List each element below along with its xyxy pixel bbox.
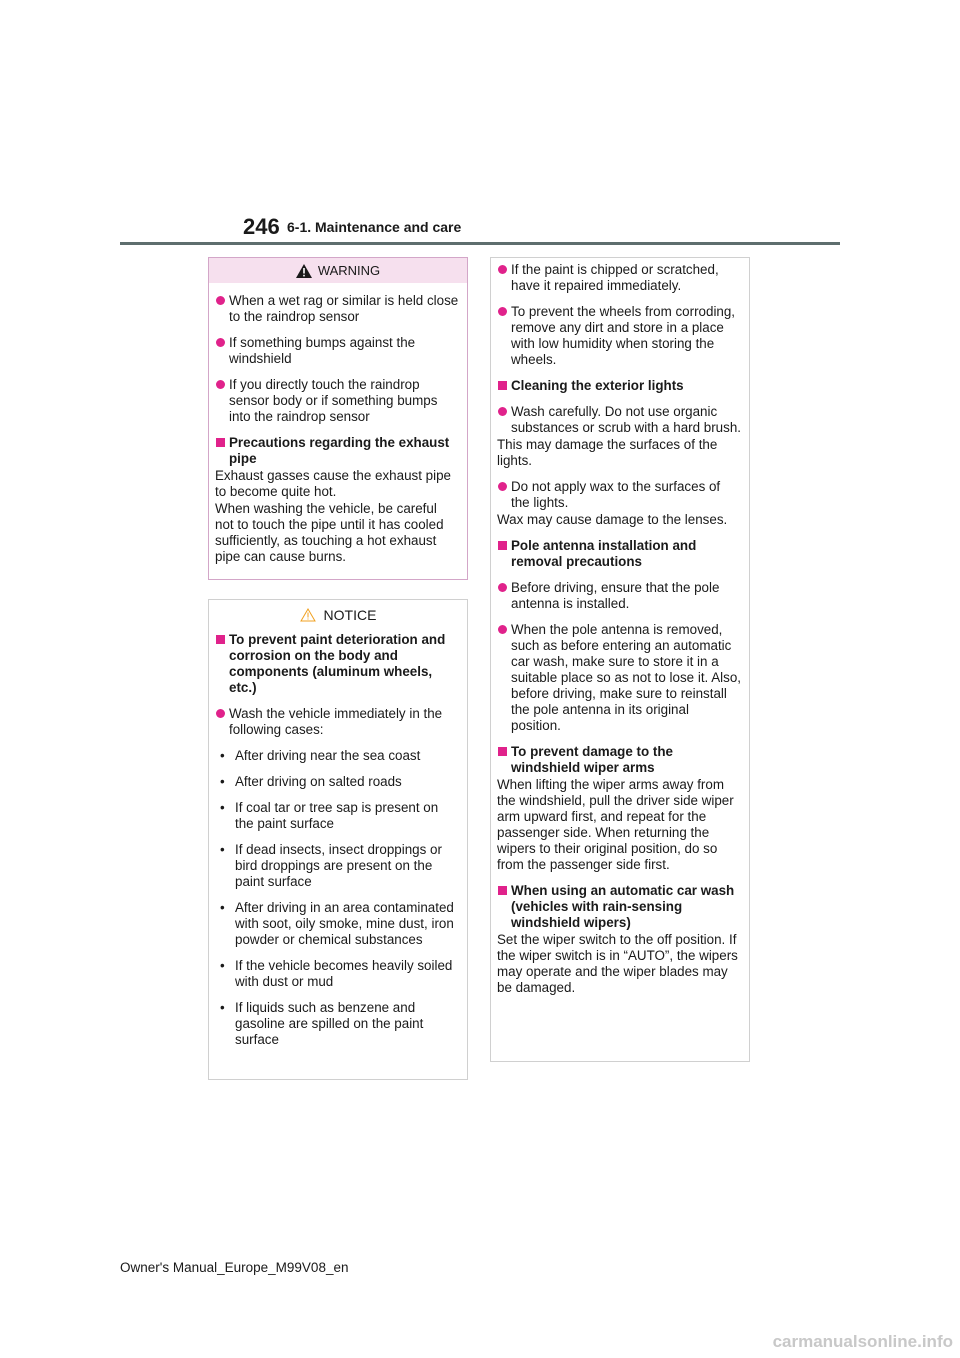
bullet-item: Do not apply wax to the surfaces of the lights. bbox=[497, 479, 741, 511]
dot-item: • If coal tar or tree sap is present on the paint surface bbox=[215, 800, 459, 832]
watermark: carmanualsonline.info bbox=[772, 1332, 953, 1351]
footer-manual-id: Owner's Manual_Europe_M99V08_en bbox=[120, 1260, 349, 1275]
bullet-item: When the pole antenna is removed, such as before entering an automatic car wash, make sure to store it in a suitable place so as not to lose it. Also, before driving, make sure to reinstall the pole antenna in its original position. bbox=[497, 622, 741, 734]
section-heading: Cleaning the exterior lights bbox=[497, 378, 741, 394]
bullet-item: Before driving, ensure that the pole antenna is installed. bbox=[497, 580, 741, 612]
dot-item: • If dead insects, insect droppings or bird droppings are present on the paint surface bbox=[215, 842, 459, 890]
notice-box bbox=[208, 599, 468, 1080]
bullet-item: Wash carefully. Do not use organic substances or scrub with a hard brush. bbox=[497, 404, 741, 436]
warning-triangle-icon bbox=[296, 264, 312, 278]
warning-box bbox=[208, 257, 468, 580]
section-title: 6-1. Maintenance and care bbox=[287, 219, 462, 235]
section-heading: To prevent paint deterioration and corrosion on the body and components (aluminum wheels, etc.) bbox=[215, 632, 459, 696]
dot-item: • If liquids such as benzene and gasoline are spilled on the paint surface bbox=[215, 1000, 459, 1048]
notice-header bbox=[209, 600, 467, 630]
section-heading: To prevent damage to the windshield wiper arms bbox=[497, 744, 741, 776]
paragraph: Wax may cause damage to the lenses. bbox=[497, 512, 728, 527]
warning-list bbox=[209, 293, 467, 565]
notice-triangle-icon bbox=[300, 608, 316, 622]
paragraph: Exhaust gasses cause the exhaust pipe to become quite hot. bbox=[215, 468, 451, 499]
notice-label: NOTICE bbox=[323, 607, 377, 623]
right-column-box bbox=[490, 257, 750, 1062]
dot-item: • After driving in an area contaminated with soot, oily smoke, mine dust, iron powder or chemical substances bbox=[215, 900, 459, 948]
warning-label: WARNING bbox=[317, 263, 381, 278]
dot-item: • After driving on salted roads bbox=[215, 774, 459, 790]
dot-item: • If the vehicle becomes heavily soiled with dust or mud bbox=[215, 958, 459, 990]
dot-item: • After driving near the sea coast bbox=[215, 748, 459, 764]
header-rule bbox=[120, 242, 840, 245]
right-list bbox=[491, 262, 749, 996]
section-heading: Precautions regarding the exhaust pipe bbox=[215, 435, 459, 467]
bullet-item: If something bumps against the windshield bbox=[215, 335, 459, 367]
bullet-item: If you directly touch the raindrop sensor body or if something bumps into the raindrop sensor bbox=[215, 377, 459, 425]
bullet-item: When a wet rag or similar is held close to the raindrop sensor bbox=[215, 293, 459, 325]
bullet-item: To prevent the wheels from corroding, remove any dirt and store in a place with low humidity when storing the wheels. bbox=[497, 304, 741, 368]
warning-header bbox=[209, 258, 467, 283]
paragraph: When lifting the wiper arms away from the windshield, pull the driver side wiper arm upward first, and repeat for the passenger side. When returning the wipers to their original position, do so from the passenger side first. bbox=[497, 777, 734, 872]
paragraph: Set the wiper switch to the off position. If the wiper switch is in “AUTO”, the wipers may operate and the wiper blades may be damaged. bbox=[497, 932, 738, 995]
paragraph: This may damage the surfaces of the lights. bbox=[497, 437, 718, 468]
bullet-item: If the paint is chipped or scratched, have it repaired immediately. bbox=[497, 262, 741, 294]
bullet-item: Wash the vehicle immediately in the following cases: bbox=[215, 706, 459, 738]
section-heading: When using an automatic car wash (vehicles with rain-sensing windshield wipers) bbox=[497, 883, 741, 931]
notice-list bbox=[209, 632, 467, 1048]
paragraph: When washing the vehicle, be careful not to touch the pipe until it has cooled sufficiently, as touching a hot exhaust pipe can cause burns. bbox=[215, 501, 444, 564]
page-number: 246 bbox=[243, 214, 280, 239]
section-heading: Pole antenna installation and removal precautions bbox=[497, 538, 741, 570]
